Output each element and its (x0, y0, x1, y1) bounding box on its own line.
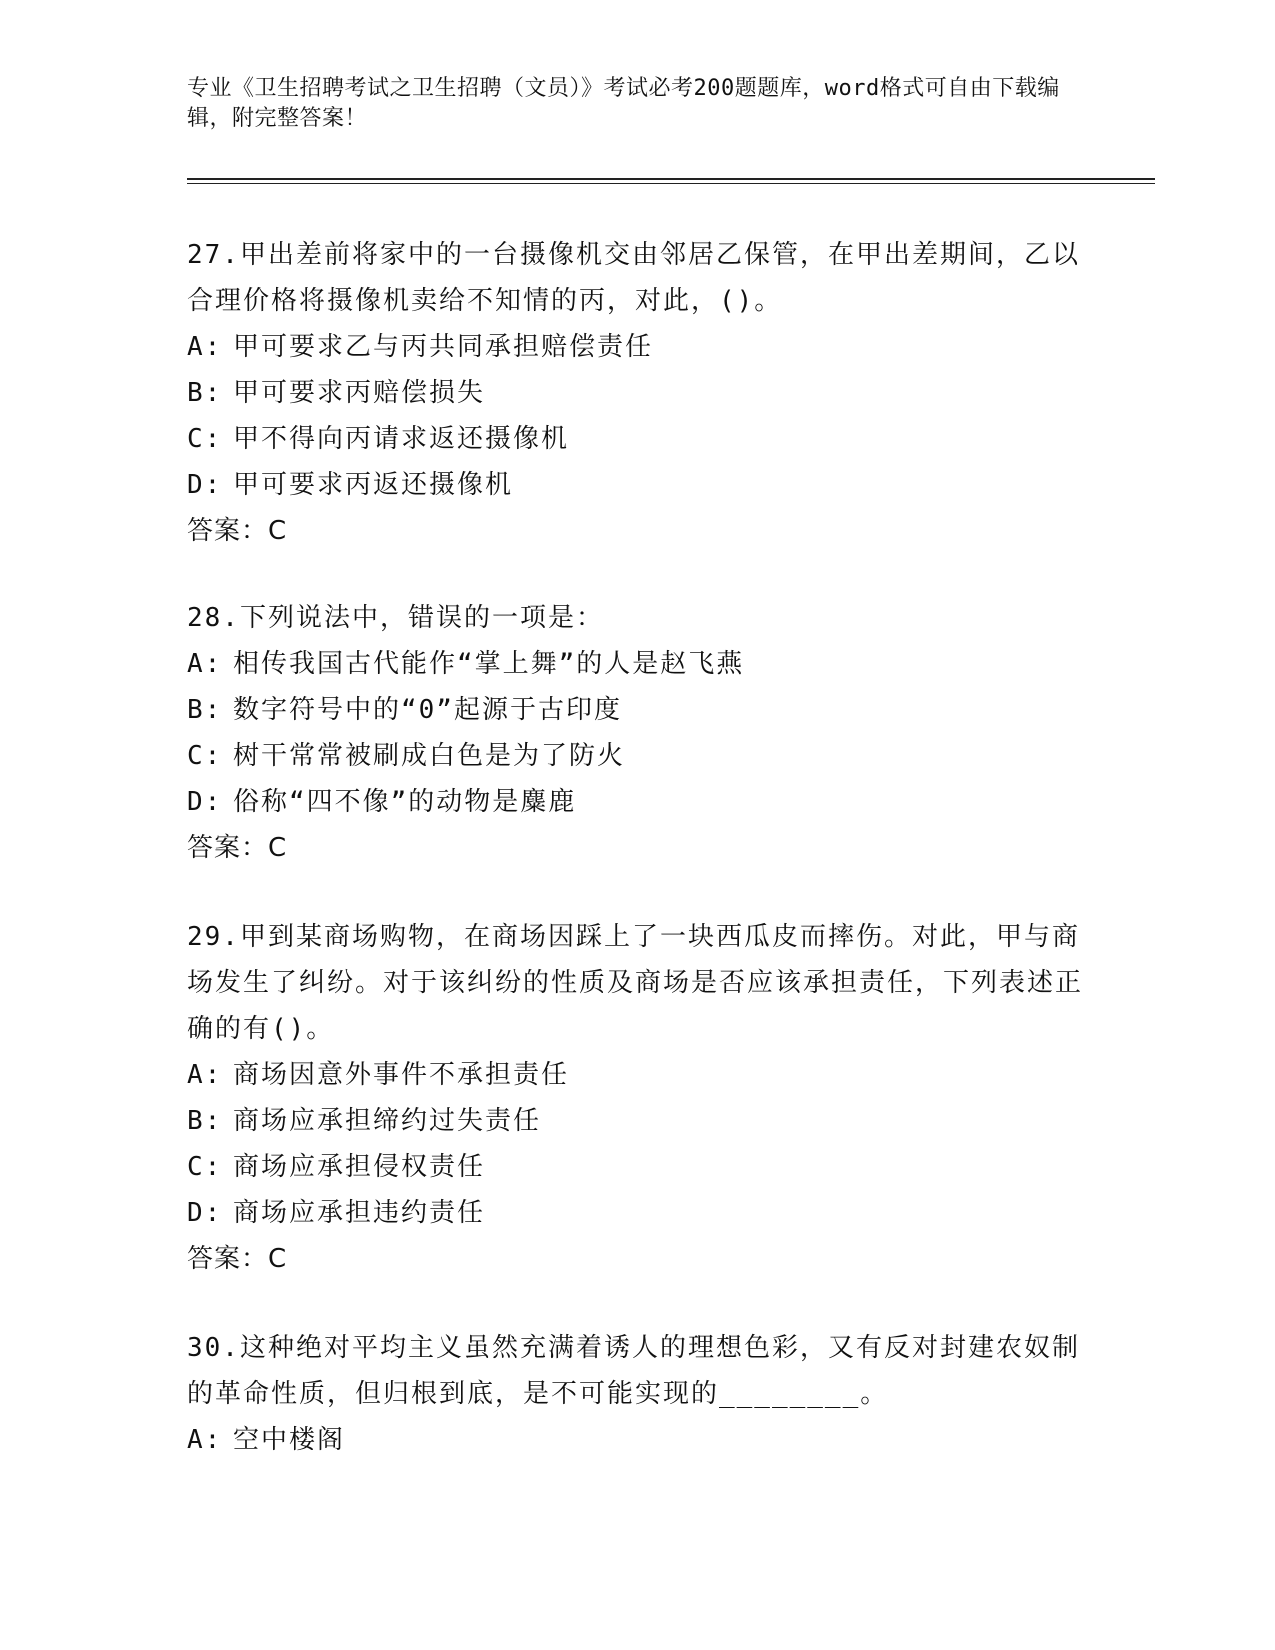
answer-line: 答案：C (187, 1244, 288, 1274)
option-text: 树干常常被刷成白色是为了防火 (233, 741, 626, 771)
option-letter: C: (187, 741, 223, 771)
header-divider (187, 178, 1155, 180)
option-letter: A: (187, 1425, 223, 1455)
header-title: 专业《卫生招聘考试之卫生招聘（文员）》考试必考200题题库，word格式可自由下载编辑，附完整答案！ (187, 76, 1060, 131)
question-27 (187, 232, 1087, 554)
option-text: 甲不得向丙请求返还摄像机 (233, 424, 570, 454)
question-stem: 30.这种绝对平均主义虽然充满着诱人的理想色彩，又有反对封建农奴制的革命性质，但归根到底，是不可能实现的________。 (187, 1333, 1080, 1409)
question-28 (187, 595, 1087, 871)
option-b (187, 687, 1087, 733)
option-text: 俗称“四不像”的动物是麋鹿 (233, 787, 577, 817)
option-letter: A: (187, 649, 223, 679)
option-letter: A: (187, 1060, 223, 1090)
option-text: 商场因意外事件不承担责任 (233, 1060, 570, 1090)
option-letter: A: (187, 332, 223, 362)
question-stem: 29.甲到某商场购物，在商场因踩上了一块西瓜皮而摔伤。对此，甲与商场发生了纠纷。对于该纠纷的性质及商场是否应该承担责任，下列表述正确的有()。 (187, 922, 1084, 1044)
option-letter: D: (187, 470, 223, 500)
option-a (187, 1417, 1087, 1463)
option-text: 甲可要求丙赔偿损失 (233, 378, 486, 408)
option-b (187, 370, 1087, 416)
option-c (187, 733, 1087, 779)
option-a (187, 324, 1087, 370)
option-letter: D: (187, 787, 223, 817)
option-c (187, 416, 1087, 462)
option-a (187, 1052, 1087, 1098)
option-text: 甲可要求丙返还摄像机 (233, 470, 514, 500)
option-d (187, 1190, 1087, 1236)
option-text: 商场应承担侵权责任 (233, 1152, 486, 1182)
header-divider-thin (187, 183, 1155, 184)
option-c (187, 1144, 1087, 1190)
option-text: 商场应承担缔约过失责任 (233, 1106, 542, 1136)
option-text: 相传我国古代能作“掌上舞”的人是赵飞燕 (233, 649, 745, 679)
option-d (187, 779, 1087, 825)
option-text: 数字符号中的“0”起源于古印度 (233, 695, 622, 725)
document-header (187, 74, 1067, 134)
option-text: 甲可要求乙与丙共同承担赔偿责任 (233, 332, 654, 362)
option-letter: B: (187, 695, 223, 725)
option-letter: B: (187, 378, 223, 408)
answer-line: 答案：C (187, 516, 288, 546)
option-letter: B: (187, 1106, 223, 1136)
question-29 (187, 914, 1087, 1282)
option-text: 商场应承担违约责任 (233, 1198, 486, 1228)
option-d (187, 462, 1087, 508)
option-letter: C: (187, 1152, 223, 1182)
question-stem: 28.下列说法中，错误的一项是： (187, 603, 604, 633)
option-a (187, 641, 1087, 687)
question-30 (187, 1325, 1087, 1463)
option-b (187, 1098, 1087, 1144)
option-letter: D: (187, 1198, 223, 1228)
answer-line: 答案：C (187, 833, 288, 863)
question-stem: 27.甲出差前将家中的一台摄像机交由邻居乙保管，在甲出差期间，乙以合理价格将摄像机卖给不知情的丙，对此，()。 (187, 240, 1080, 316)
option-text: 空中楼阁 (233, 1425, 346, 1455)
option-letter: C: (187, 424, 223, 454)
